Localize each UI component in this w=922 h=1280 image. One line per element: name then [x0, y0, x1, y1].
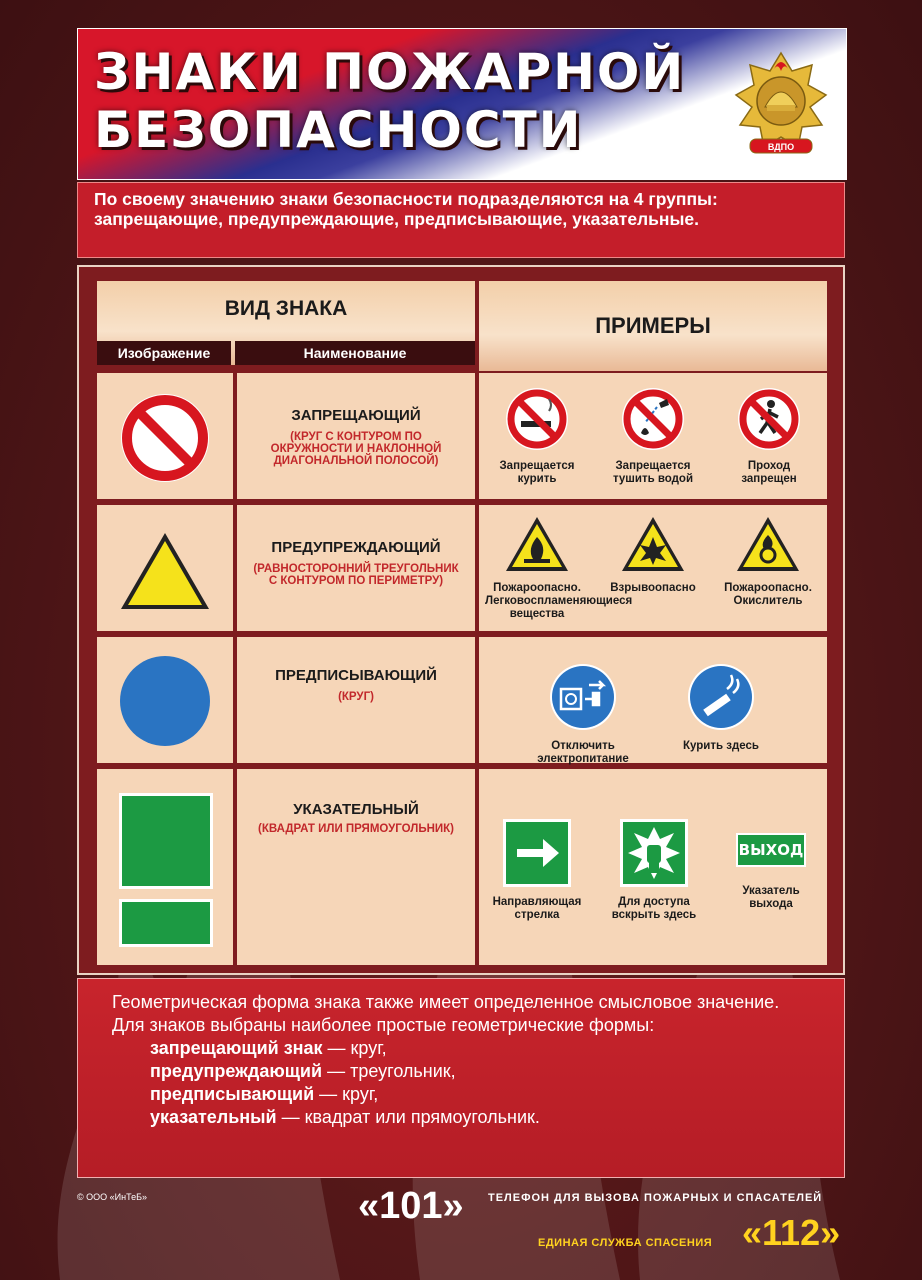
- row1-desc: (КРУГ С КОНТУРОМ ПО ОКРУЖНОСТИ И НАКЛОННОЙ ДИАГОНАЛЬНОЙ ПОЛОСОЙ): [270, 431, 442, 467]
- example-oxidizer: [715, 515, 821, 608]
- row1-examples-cell: [479, 373, 827, 499]
- prohibition-sign-icon: [119, 392, 211, 484]
- example-caption: Для доступа вскрыть здесь: [611, 896, 697, 921]
- head-examples-cell: [479, 281, 827, 371]
- shape-item-shape: — квадрат или прямоугольник.: [276, 1107, 540, 1127]
- mandatory-sign-icon: [119, 655, 211, 747]
- example-smoking-here: [671, 663, 771, 753]
- shape-item-shape: — круг,: [322, 1038, 387, 1058]
- example-caption: Проход запрещен: [741, 460, 797, 485]
- intro-text: По своему значению знаки безопасности подразделяются на 4 группы: запрещающие, предупреждающие, предписывающие, указательные.: [94, 189, 718, 229]
- break-to-access-icon: [620, 819, 688, 887]
- header-banner: [77, 28, 847, 180]
- indicator-square-icon: [119, 793, 213, 889]
- example-no-water: [601, 387, 705, 486]
- example-caption: Указатель выхода: [742, 885, 800, 910]
- example-direction-arrow: [487, 819, 587, 922]
- row4-image-cell: [97, 769, 233, 965]
- bottom-paragraph-1: Геометрическая форма знака также имеет определенное смысловое значение.: [112, 992, 780, 1012]
- row1-name-cell: [237, 373, 475, 499]
- signs-table: [77, 265, 845, 975]
- copyright: © ООО «ИнТеБ»: [77, 1192, 147, 1202]
- shape-item-shape: — круг,: [314, 1084, 379, 1104]
- indicator-rectangle-icon: [119, 899, 213, 947]
- example-caption: Отключить электропитание: [537, 740, 629, 765]
- head-kind: ВИД ЗНАКА: [224, 297, 348, 320]
- intro-box: [77, 182, 845, 258]
- shape-item-term: указательный: [150, 1107, 277, 1127]
- example-caption: Взрывоопасно: [610, 582, 696, 594]
- bottom-paragraph-2: Для знаков выбраны наиболее простые геометрические формы:: [112, 1015, 655, 1035]
- bottom-note: [77, 978, 845, 1178]
- head-examples: ПРИМЕРЫ: [595, 313, 711, 338]
- no-smoking-icon: [505, 387, 569, 451]
- row4-desc: (КВАДРАТ ИЛИ ПРЯМОУГОЛЬНИК): [258, 823, 454, 835]
- exit-sign-icon: [736, 833, 806, 867]
- row4-title: УКАЗАТЕЛЬНЫЙ: [293, 801, 419, 818]
- no-water-extinguish-icon: [621, 387, 685, 451]
- shape-item-term: предупреждающий: [150, 1061, 323, 1081]
- row4-name-cell: [237, 769, 475, 965]
- flammable-icon: [504, 515, 570, 573]
- emblem-text: ВДПО: [767, 142, 795, 152]
- oxidizer-icon: [735, 515, 801, 573]
- row2-name-cell: [237, 505, 475, 631]
- row1-image-cell: [97, 373, 233, 499]
- row3-name-cell: [237, 637, 475, 763]
- shape-item-term: запрещающий знак: [150, 1038, 323, 1058]
- example-caption: Курить здесь: [683, 740, 759, 752]
- shape-item-mandatory: [112, 1083, 810, 1106]
- example-caption: Пожароопасно. Легковоспламеняющиеся вещества: [485, 582, 633, 620]
- phone-101: «101»: [358, 1185, 464, 1227]
- phone-112: «112»: [742, 1212, 841, 1253]
- row2-desc: (РАВНОСТОРОННИЙ ТРЕУГОЛЬНИК С КОНТУРОМ ПО ПЕРИМЕТРУ): [253, 563, 459, 587]
- shape-item-shape: — треугольник,: [322, 1061, 456, 1081]
- shape-item-indicator: [112, 1106, 810, 1129]
- subhead-name: Наименование: [235, 341, 475, 365]
- row4-examples-cell: [479, 769, 827, 965]
- page-title: [94, 43, 685, 159]
- example-explosive: [601, 515, 705, 595]
- example-caption: Запрещается тушить водой: [612, 460, 694, 485]
- row2-title: ПРЕДУПРЕЖДАЮЩИЙ: [271, 539, 441, 556]
- direction-arrow-icon: [503, 819, 571, 887]
- no-passage-icon: [737, 387, 801, 451]
- example-caption: Направляющая стрелка: [492, 896, 582, 921]
- explosive-icon: [620, 515, 686, 573]
- disconnect-power-icon: [549, 663, 617, 731]
- row1-title: ЗАПРЕЩАЮЩИЙ: [291, 407, 421, 424]
- example-disconnect-power: [523, 663, 643, 766]
- phone-112-label: ЕДИНАЯ СЛУЖБА СПАСЕНИЯ: [538, 1237, 713, 1249]
- row3-title: ПРЕДПИСЫВАЮЩИЙ: [275, 667, 437, 684]
- shape-item-warning: [112, 1060, 810, 1083]
- row3-examples-cell: [479, 637, 827, 763]
- vdpo-emblem-icon: [734, 49, 828, 165]
- row3-image-cell: [97, 637, 233, 763]
- title-line-1: ЗНАКИ ПОЖАРНОЙ: [94, 43, 686, 101]
- phone-101-label: ТЕЛЕФОН ДЛЯ ВЫЗОВА ПОЖАРНЫХ И СПАСАТЕЛЕЙ: [488, 1192, 823, 1204]
- exit-sign-label: ВЫХОД: [738, 835, 804, 865]
- example-caption: Запрещается курить: [499, 460, 575, 485]
- smoking-here-icon: [687, 663, 755, 731]
- example-break-to-access: [603, 819, 705, 922]
- head-kind-cell: [97, 281, 475, 365]
- subhead-image: Изображение: [97, 341, 231, 365]
- row2-image-cell: [97, 505, 233, 631]
- example-no-smoking: [487, 387, 587, 486]
- warning-sign-icon: [119, 531, 211, 611]
- title-line-2: БЕЗОПАСНОСТИ: [94, 101, 583, 159]
- shape-item-term: предписывающий: [150, 1084, 315, 1104]
- example-caption: Пожароопасно. Окислитель: [724, 582, 812, 607]
- example-exit-sign: [721, 833, 821, 911]
- row2-examples-cell: [479, 505, 827, 631]
- example-no-passage: [719, 387, 819, 486]
- row3-desc: (КРУГ): [338, 691, 374, 703]
- example-flammable: [485, 515, 633, 621]
- shape-item-prohibit: [112, 1037, 810, 1060]
